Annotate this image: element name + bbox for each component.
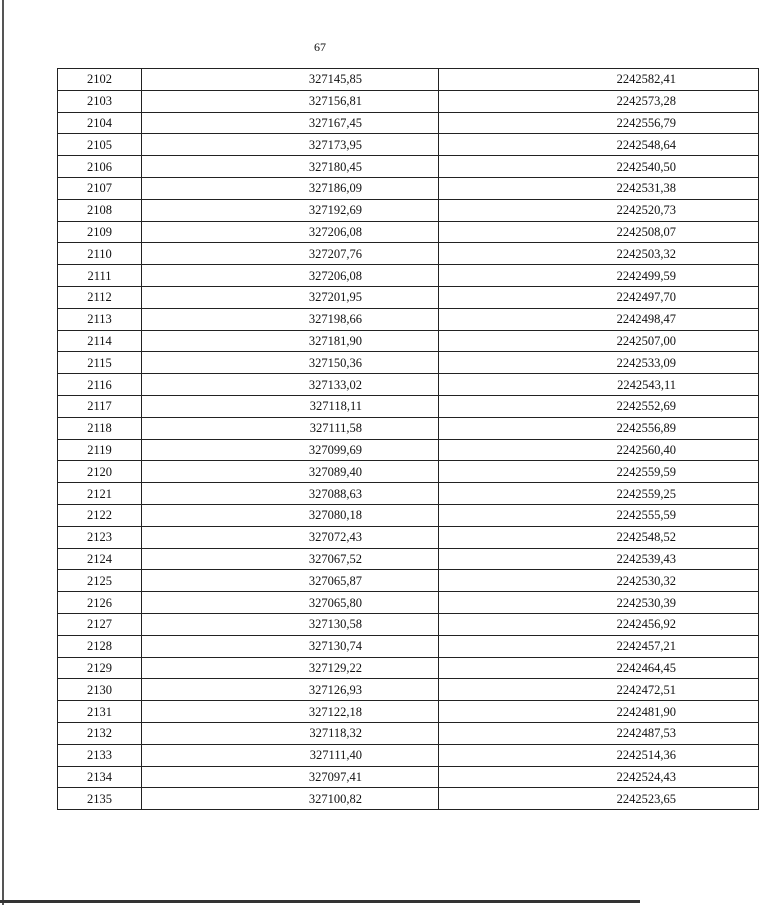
scan-edge-bottom (0, 900, 640, 903)
table-row (58, 722, 759, 744)
x-coordinate-cell: 327207,76 (142, 243, 439, 265)
point-number-cell: 2130 (58, 679, 142, 701)
x-coordinate-cell: 327130,74 (142, 635, 439, 657)
point-number-cell: 2111 (58, 265, 142, 287)
table-row (58, 439, 759, 461)
table-row (58, 526, 759, 548)
x-coordinate-cell: 327130,58 (142, 613, 439, 635)
table-row (58, 504, 759, 526)
y-coordinate-cell: 2242539,43 (439, 548, 759, 570)
x-coordinate-cell: 327129,22 (142, 657, 439, 679)
y-coordinate-cell: 2242520,73 (439, 199, 759, 221)
x-coordinate-cell: 327072,43 (142, 526, 439, 548)
point-number-cell: 2123 (58, 526, 142, 548)
y-coordinate-cell: 2242582,41 (439, 69, 759, 91)
table-row (58, 221, 759, 243)
table-row (58, 199, 759, 221)
y-coordinate-cell: 2242503,32 (439, 243, 759, 265)
point-number-cell: 2103 (58, 90, 142, 112)
y-coordinate-cell: 2242472,51 (439, 679, 759, 701)
table-row (58, 744, 759, 766)
y-coordinate-cell: 2242457,21 (439, 635, 759, 657)
x-coordinate-cell: 327145,85 (142, 69, 439, 91)
y-coordinate-cell: 2242498,47 (439, 308, 759, 330)
point-number-cell: 2118 (58, 417, 142, 439)
y-coordinate-cell: 2242560,40 (439, 439, 759, 461)
x-coordinate-cell: 327118,11 (142, 395, 439, 417)
table-row (58, 483, 759, 505)
point-number-cell: 2113 (58, 308, 142, 330)
y-coordinate-cell: 2242497,70 (439, 286, 759, 308)
point-number-cell: 2121 (58, 483, 142, 505)
point-number-cell: 2129 (58, 657, 142, 679)
point-number-cell: 2107 (58, 177, 142, 199)
x-coordinate-cell: 327065,87 (142, 570, 439, 592)
x-coordinate-cell: 327111,40 (142, 744, 439, 766)
x-coordinate-cell: 327181,90 (142, 330, 439, 352)
point-number-cell: 2128 (58, 635, 142, 657)
table-row (58, 461, 759, 483)
x-coordinate-cell: 327180,45 (142, 156, 439, 178)
point-number-cell: 2109 (58, 221, 142, 243)
y-coordinate-cell: 2242552,69 (439, 395, 759, 417)
point-number-cell: 2115 (58, 352, 142, 374)
point-number-cell: 2108 (58, 199, 142, 221)
x-coordinate-cell: 327150,36 (142, 352, 439, 374)
point-number-cell: 2112 (58, 286, 142, 308)
point-number-cell: 2102 (58, 69, 142, 91)
table-row (58, 395, 759, 417)
y-coordinate-cell: 2242548,52 (439, 526, 759, 548)
table-row (58, 330, 759, 352)
coordinates-table (57, 68, 759, 810)
table-row (58, 265, 759, 287)
table-row (58, 592, 759, 614)
table-row (58, 177, 759, 199)
y-coordinate-cell: 2242456,92 (439, 613, 759, 635)
point-number-cell: 2105 (58, 134, 142, 156)
table-row (58, 417, 759, 439)
coordinates-table-body (58, 69, 759, 810)
x-coordinate-cell: 327186,09 (142, 177, 439, 199)
point-number-cell: 2125 (58, 570, 142, 592)
point-number-cell: 2106 (58, 156, 142, 178)
point-number-cell: 2122 (58, 504, 142, 526)
x-coordinate-cell: 327111,58 (142, 417, 439, 439)
y-coordinate-cell: 2242508,07 (439, 221, 759, 243)
y-coordinate-cell: 2242487,53 (439, 722, 759, 744)
table-row (58, 156, 759, 178)
x-coordinate-cell: 327099,69 (142, 439, 439, 461)
point-number-cell: 2116 (58, 374, 142, 396)
x-coordinate-cell: 327192,69 (142, 199, 439, 221)
y-coordinate-cell: 2242548,64 (439, 134, 759, 156)
table-row (58, 69, 759, 91)
y-coordinate-cell: 2242555,59 (439, 504, 759, 526)
x-coordinate-cell: 327173,95 (142, 134, 439, 156)
x-coordinate-cell: 327126,93 (142, 679, 439, 701)
x-coordinate-cell: 327088,63 (142, 483, 439, 505)
x-coordinate-cell: 327198,66 (142, 308, 439, 330)
table-row (58, 679, 759, 701)
x-coordinate-cell: 327089,40 (142, 461, 439, 483)
x-coordinate-cell: 327080,18 (142, 504, 439, 526)
x-coordinate-cell: 327167,45 (142, 112, 439, 134)
table-row (58, 657, 759, 679)
y-coordinate-cell: 2242524,43 (439, 766, 759, 788)
y-coordinate-cell: 2242556,79 (439, 112, 759, 134)
y-coordinate-cell: 2242559,25 (439, 483, 759, 505)
x-coordinate-cell: 327201,95 (142, 286, 439, 308)
x-coordinate-cell: 327206,08 (142, 265, 439, 287)
point-number-cell: 2124 (58, 548, 142, 570)
table-row (58, 548, 759, 570)
point-number-cell: 2110 (58, 243, 142, 265)
table-row (58, 90, 759, 112)
point-number-cell: 2114 (58, 330, 142, 352)
scan-edge-left (2, 0, 4, 905)
x-coordinate-cell: 327206,08 (142, 221, 439, 243)
point-number-cell: 2126 (58, 592, 142, 614)
table-row (58, 134, 759, 156)
y-coordinate-cell: 2242530,39 (439, 592, 759, 614)
y-coordinate-cell: 2242464,45 (439, 657, 759, 679)
y-coordinate-cell: 2242573,28 (439, 90, 759, 112)
y-coordinate-cell: 2242481,90 (439, 701, 759, 723)
table-row (58, 701, 759, 723)
point-number-cell: 2119 (58, 439, 142, 461)
table-row (58, 112, 759, 134)
point-number-cell: 2127 (58, 613, 142, 635)
table-row (58, 374, 759, 396)
table-row (58, 243, 759, 265)
table-row (58, 308, 759, 330)
x-coordinate-cell: 327133,02 (142, 374, 439, 396)
point-number-cell: 2104 (58, 112, 142, 134)
page-number: 67 (314, 40, 326, 54)
y-coordinate-cell: 2242540,50 (439, 156, 759, 178)
y-coordinate-cell: 2242559,59 (439, 461, 759, 483)
x-coordinate-cell: 327097,41 (142, 766, 439, 788)
y-coordinate-cell: 2242533,09 (439, 352, 759, 374)
table-row (58, 352, 759, 374)
y-coordinate-cell: 2242556,89 (439, 417, 759, 439)
table-row (58, 286, 759, 308)
table-row (58, 766, 759, 788)
x-coordinate-cell: 327067,52 (142, 548, 439, 570)
table-row (58, 635, 759, 657)
y-coordinate-cell: 2242499,59 (439, 265, 759, 287)
point-number-cell: 2133 (58, 744, 142, 766)
x-coordinate-cell: 327100,82 (142, 788, 439, 810)
y-coordinate-cell: 2242543,11 (439, 374, 759, 396)
point-number-cell: 2117 (58, 395, 142, 417)
x-coordinate-cell: 327122,18 (142, 701, 439, 723)
x-coordinate-cell: 327118,32 (142, 722, 439, 744)
point-number-cell: 2135 (58, 788, 142, 810)
y-coordinate-cell: 2242514,36 (439, 744, 759, 766)
point-number-cell: 2134 (58, 766, 142, 788)
table-row (58, 613, 759, 635)
table-row (58, 788, 759, 810)
y-coordinate-cell: 2242530,32 (439, 570, 759, 592)
x-coordinate-cell: 327156,81 (142, 90, 439, 112)
y-coordinate-cell: 2242523,65 (439, 788, 759, 810)
y-coordinate-cell: 2242507,00 (439, 330, 759, 352)
point-number-cell: 2131 (58, 701, 142, 723)
table-row (58, 570, 759, 592)
point-number-cell: 2120 (58, 461, 142, 483)
y-coordinate-cell: 2242531,38 (439, 177, 759, 199)
point-number-cell: 2132 (58, 722, 142, 744)
x-coordinate-cell: 327065,80 (142, 592, 439, 614)
